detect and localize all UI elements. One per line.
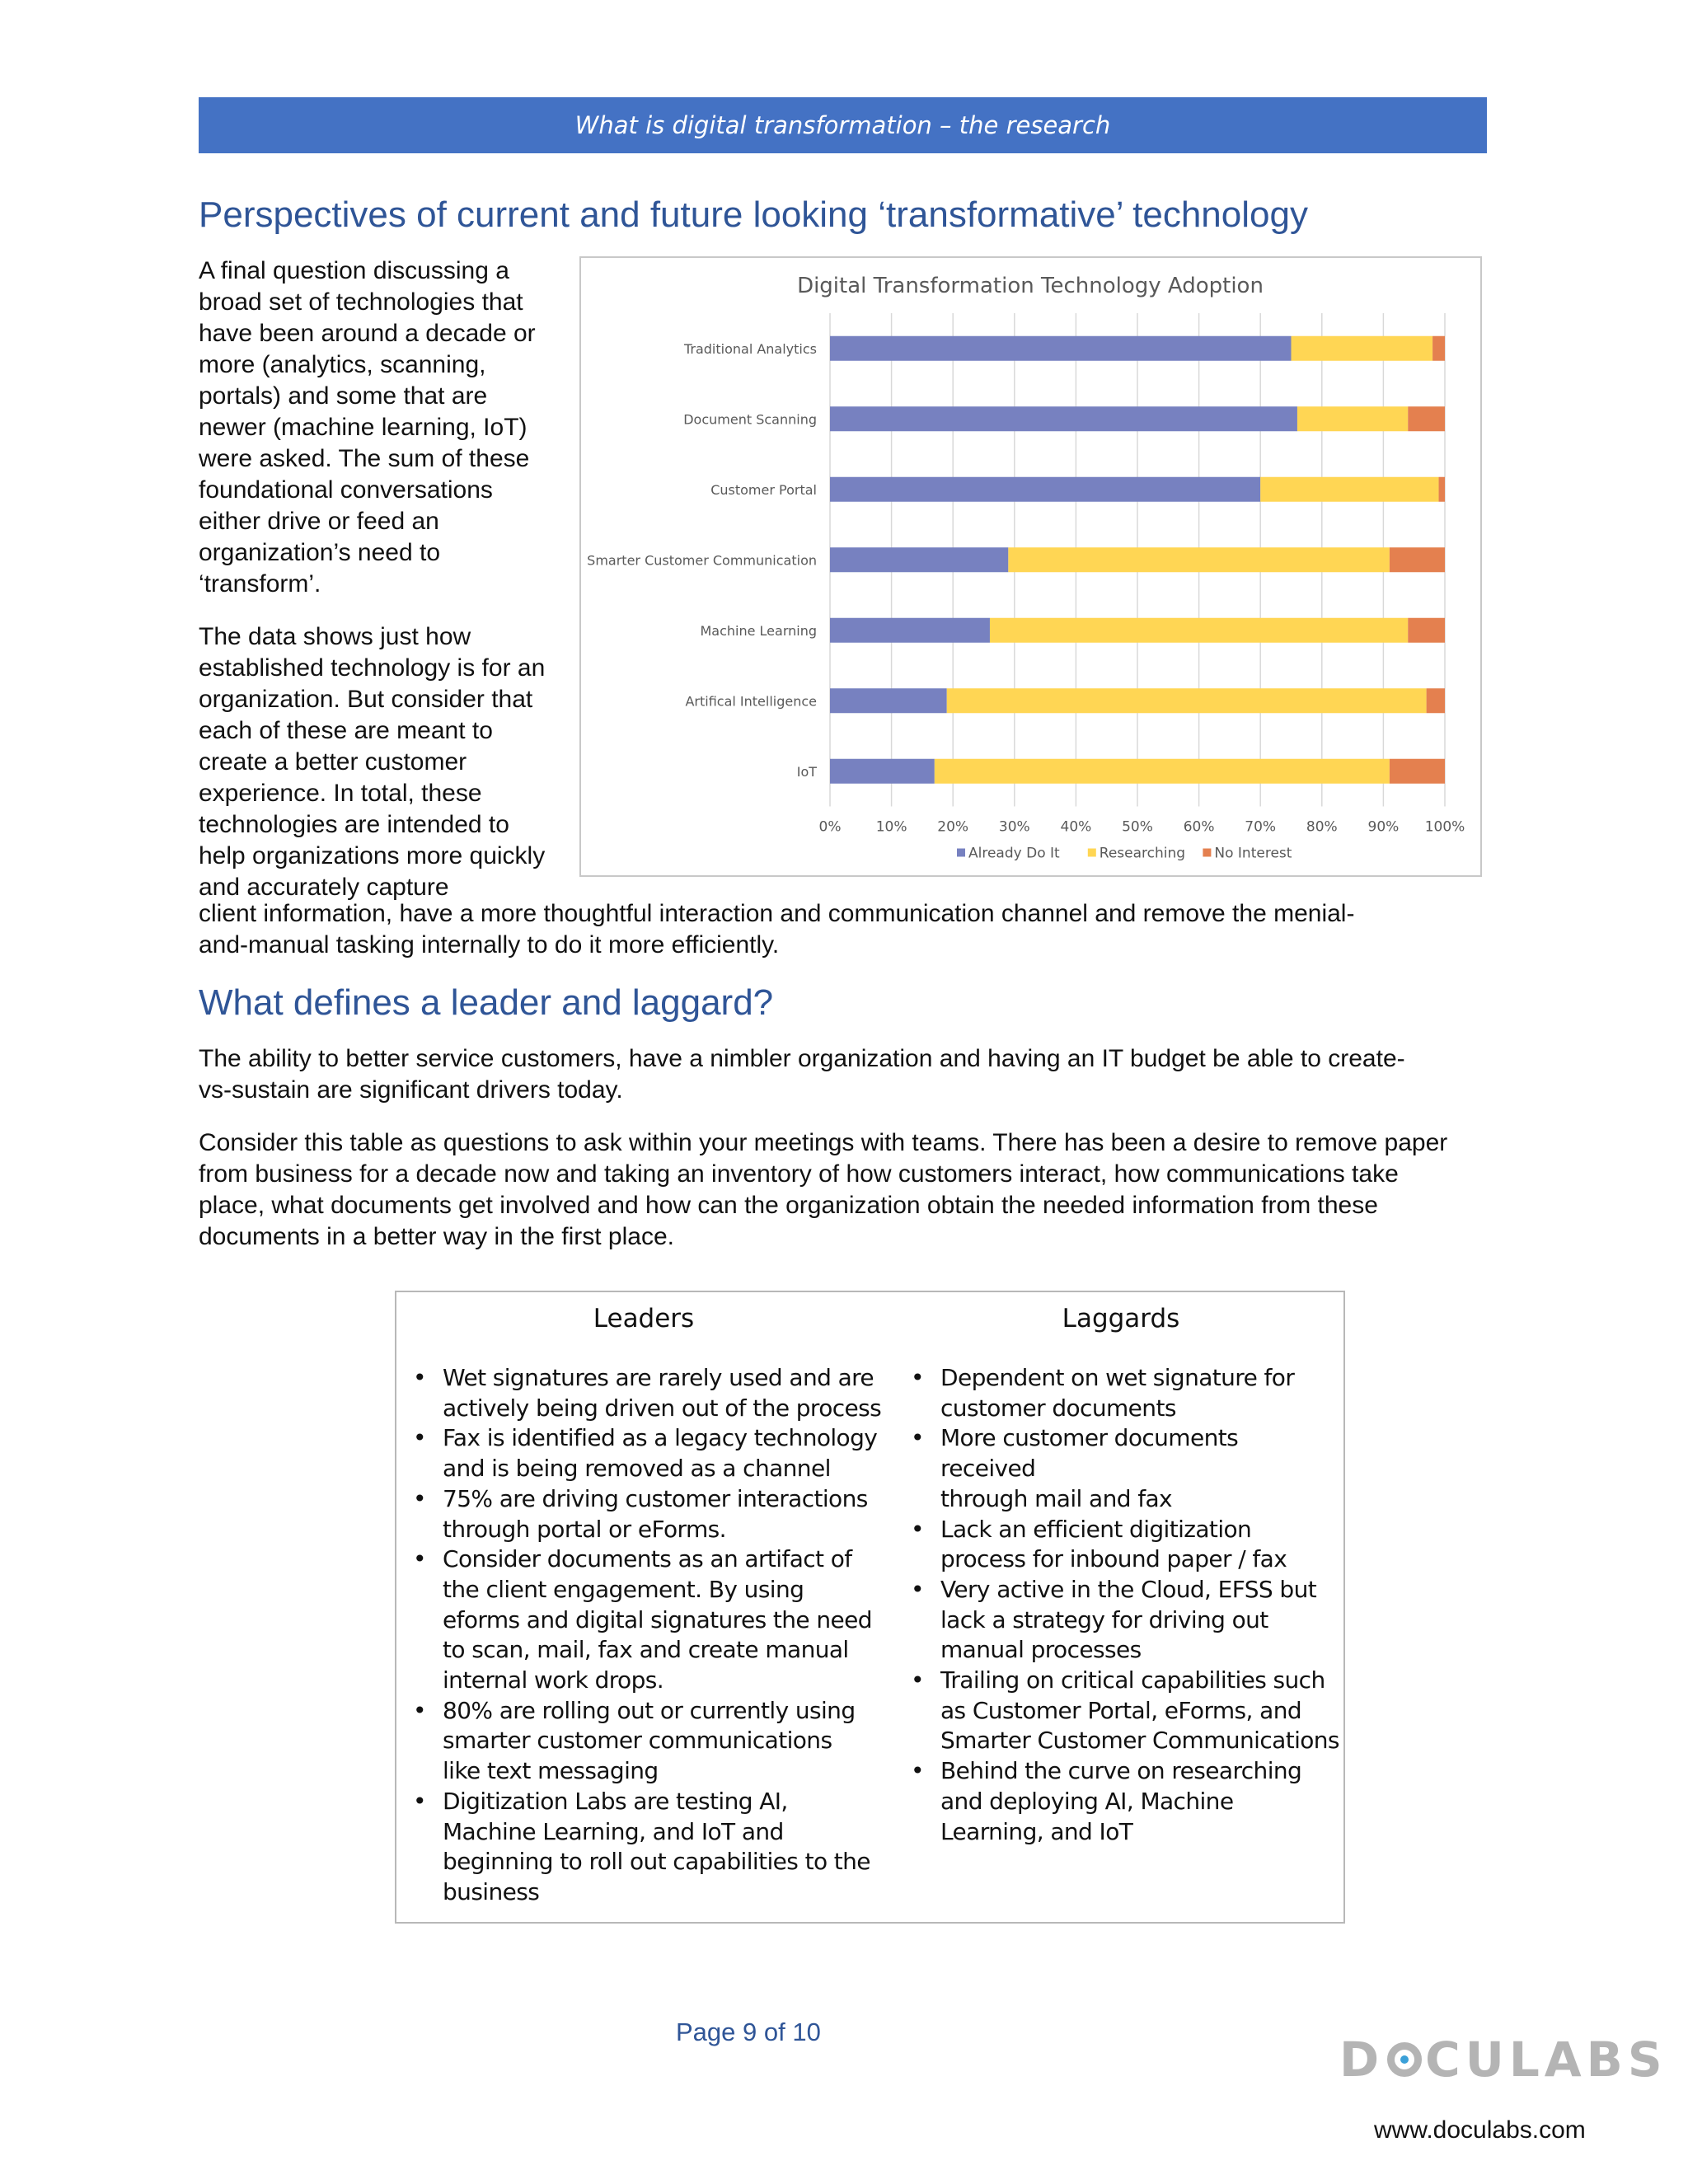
bullet-icon: •: [413, 1787, 426, 1815]
laggards-item-line: Learning, and IoT: [940, 1817, 1133, 1845]
laggards-heading: Laggards: [1062, 1304, 1180, 1333]
x-tick-label: 20%: [937, 818, 969, 836]
bar-already-do-it: [830, 547, 1008, 572]
leaders-item-line: business: [443, 1877, 540, 1905]
bar-no-interest: [1439, 477, 1445, 502]
laggards-item: [903, 1666, 1339, 1756]
data-paragraph-continued: client information, have a more thoughtful interaction and communication channel and remove the menial- and-manual tasking internally to do it more efficiently.: [199, 900, 1355, 958]
leaders-item: [405, 1544, 883, 1696]
drivers-paragraph: The ability to better service customers, have a nimbler organization and having an IT budget be able to create- vs-sustain are significant drivers today.: [199, 1045, 1405, 1104]
logo-text-end: CULABS: [1425, 2032, 1667, 2088]
leaders-item-line: the client engagement. By using: [443, 1575, 804, 1603]
category-label: Smarter Customer Communication: [587, 552, 817, 569]
leaders-item-line: through portal or eForms.: [443, 1515, 726, 1543]
leaders-item-line: and is being removed as a channel: [443, 1455, 831, 1483]
laggards-item-line: Dependent on wet signature for: [940, 1364, 1295, 1391]
leaders-item-line: actively being driven out of the process: [443, 1394, 882, 1422]
laggards-item-line: Very active in the Cloud, EFSS but: [940, 1575, 1317, 1603]
category-label: Artifical Intelligence: [685, 693, 817, 710]
page-number: Page 9 of 10: [676, 2018, 821, 2046]
bullet-icon: •: [413, 1424, 426, 1452]
leaders-item-line: beginning to roll out capabilities to the: [443, 1848, 870, 1876]
bullet-icon: •: [413, 1696, 426, 1724]
leaders-item-line: eforms and digital signatures the need: [443, 1605, 872, 1633]
intro-column: [199, 255, 561, 925]
laggards-item-line: customer documents: [940, 1394, 1176, 1422]
x-tick-label: 60%: [1183, 818, 1215, 836]
logo-o-icon: [1387, 2042, 1422, 2077]
bullet-icon: •: [911, 1515, 924, 1543]
laggards-item-line: process for inbound paper / fax: [940, 1545, 1287, 1573]
legend-swatch: [957, 849, 965, 857]
bar-researching: [947, 688, 1427, 713]
legend-swatch: [1203, 849, 1211, 857]
bar-no-interest: [1408, 406, 1445, 431]
bar-already-do-it: [830, 336, 1292, 361]
legend-label: Researching: [1099, 845, 1186, 862]
inventory-paragraph: Consider this table as questions to ask within your meetings with teams. There has been a desire to remove paper from business for a decade now and taking an inventory of how customers interact, how communications take place, what documents get involved and how can the organization obtain the needed information from these documents in a better way in the first place.: [199, 1129, 1448, 1250]
x-tick-label: 90%: [1367, 818, 1400, 836]
category-label: Machine Learning: [700, 622, 817, 639]
leaders-item-line: Fax is identified as a legacy technology: [443, 1424, 878, 1452]
leaders-item-line: Consider documents as an artifact of: [443, 1545, 852, 1573]
adoption-chart-svg: [581, 258, 1480, 875]
x-tick-label: 100%: [1424, 818, 1465, 836]
x-tick-label: 30%: [998, 818, 1030, 836]
leaders-heading: Leaders: [593, 1304, 695, 1333]
bar-already-do-it: [830, 406, 1297, 431]
laggards-item-line: and deploying AI, Machine: [940, 1787, 1234, 1815]
x-tick-label: 70%: [1245, 818, 1277, 836]
bullet-icon: •: [413, 1364, 426, 1391]
leaders-item: [405, 1423, 883, 1483]
bar-no-interest: [1427, 688, 1445, 713]
section-heading-leaders: What defines a leader and laggard?: [199, 982, 774, 1023]
bar-researching: [1292, 336, 1433, 361]
leaders-item-line: to scan, mail, fax and create manual: [443, 1636, 849, 1664]
laggards-item-line: Lack an efficient digitization: [940, 1515, 1252, 1543]
laggards-column: [903, 1292, 1339, 1847]
laggards-item-line: Trailing on critical capabilities such: [940, 1666, 1325, 1694]
category-label: Customer Portal: [710, 481, 817, 498]
x-tick-label: 80%: [1306, 818, 1338, 836]
legend-swatch: [1088, 849, 1096, 857]
logo-text-start: D: [1339, 2032, 1385, 2088]
bar-already-do-it: [830, 618, 990, 643]
laggards-item: [903, 1756, 1339, 1847]
laggards-list: [903, 1363, 1339, 1847]
leaders-column: [405, 1292, 883, 1908]
bar-researching: [1008, 547, 1390, 572]
x-tick-label: 40%: [1060, 818, 1092, 836]
bullet-icon: •: [413, 1484, 426, 1512]
laggards-item-line: manual processes: [940, 1636, 1142, 1664]
leaders-item-line: smarter customer communications: [443, 1727, 832, 1755]
bar-already-do-it: [830, 759, 935, 784]
bar-no-interest: [1408, 618, 1445, 643]
intro-paragraph: A final question discussing a broad set of technologies that have been around a decade or more (analytics, scanning, portals) and some that are newer (machine learning, IoT) were asked. The sum of these foundational conversations either drive or feed an organization’s need to ‘transform’.: [199, 257, 536, 598]
leaders-laggards-table: [395, 1291, 1345, 1924]
doculabs-logo: [1339, 2032, 1667, 2088]
leaders-item: [405, 1363, 883, 1423]
bullet-icon: •: [911, 1575, 924, 1603]
laggards-item-line: Behind the curve on researching: [940, 1757, 1302, 1785]
leaders-list: [405, 1363, 883, 1908]
adoption-chart: [579, 256, 1482, 877]
website-url: www.doculabs.com: [1374, 2116, 1586, 2144]
bullet-icon: •: [911, 1424, 924, 1452]
leaders-item: [405, 1787, 883, 1908]
leaders-item-line: 80% are rolling out or currently using: [443, 1696, 856, 1724]
bullet-icon: •: [911, 1757, 924, 1785]
bar-researching: [1297, 406, 1408, 431]
laggards-item-line: More customer documents received: [940, 1424, 1239, 1483]
bullet-icon: •: [911, 1666, 924, 1694]
leaders-item-line: Machine Learning, and IoT and: [443, 1817, 784, 1845]
bar-researching: [935, 759, 1390, 784]
data-paragraph: The data shows just how established technology is for an organization. But consider that each of these are meant to create a better customer experience. In total, these technologies are intended to help organizations more quickly and accurately capture: [199, 623, 546, 901]
leaders-item-line: like text messaging: [443, 1757, 659, 1785]
category-label: IoT: [796, 763, 817, 780]
laggards-item: [903, 1363, 1339, 1423]
bar-already-do-it: [830, 688, 947, 713]
legend-label: Already Do It: [968, 845, 1060, 862]
laggards-item: [903, 1423, 1339, 1514]
category-label: Traditional Analytics: [683, 340, 817, 357]
laggards-item-line: as Customer Portal, eForms, and: [940, 1696, 1302, 1724]
leaders-item-line: 75% are driving customer interactions: [443, 1484, 868, 1512]
bullet-icon: •: [413, 1545, 426, 1573]
laggards-item: [903, 1575, 1339, 1666]
leaders-item-line: Wet signatures are rarely used and are: [443, 1364, 874, 1391]
leaders-item: [405, 1484, 883, 1544]
leaders-item: [405, 1696, 883, 1787]
laggards-item-line: Smarter Customer Communications: [940, 1727, 1339, 1755]
bar-no-interest: [1390, 759, 1445, 784]
bar-no-interest: [1432, 336, 1445, 361]
header-title: What is digital transformation – the research: [574, 111, 1111, 139]
laggards-item-line: lack a strategy for driving out: [940, 1605, 1268, 1633]
category-label: Document Scanning: [683, 411, 817, 428]
section-heading-perspectives: Perspectives of current and future looking ‘transformative’ technology: [199, 194, 1308, 235]
laggards-item: [903, 1515, 1339, 1575]
leaders-item-line: internal work drops.: [443, 1666, 664, 1694]
bar-no-interest: [1390, 547, 1445, 572]
laggards-item-line: through mail and fax: [940, 1484, 1172, 1512]
bar-researching: [990, 618, 1408, 643]
x-tick-label: 0%: [818, 818, 842, 836]
legend-label: No Interest: [1214, 845, 1292, 862]
bullet-icon: •: [911, 1364, 924, 1391]
chart-title: Digital Transformation Technology Adoption: [797, 274, 1264, 298]
bar-already-do-it: [830, 477, 1260, 502]
bar-researching: [1260, 477, 1438, 502]
x-tick-label: 10%: [875, 818, 907, 836]
leaders-item-line: Digitization Labs are testing AI,: [443, 1787, 788, 1815]
header-bar: [199, 97, 1487, 153]
x-tick-label: 50%: [1122, 818, 1153, 836]
